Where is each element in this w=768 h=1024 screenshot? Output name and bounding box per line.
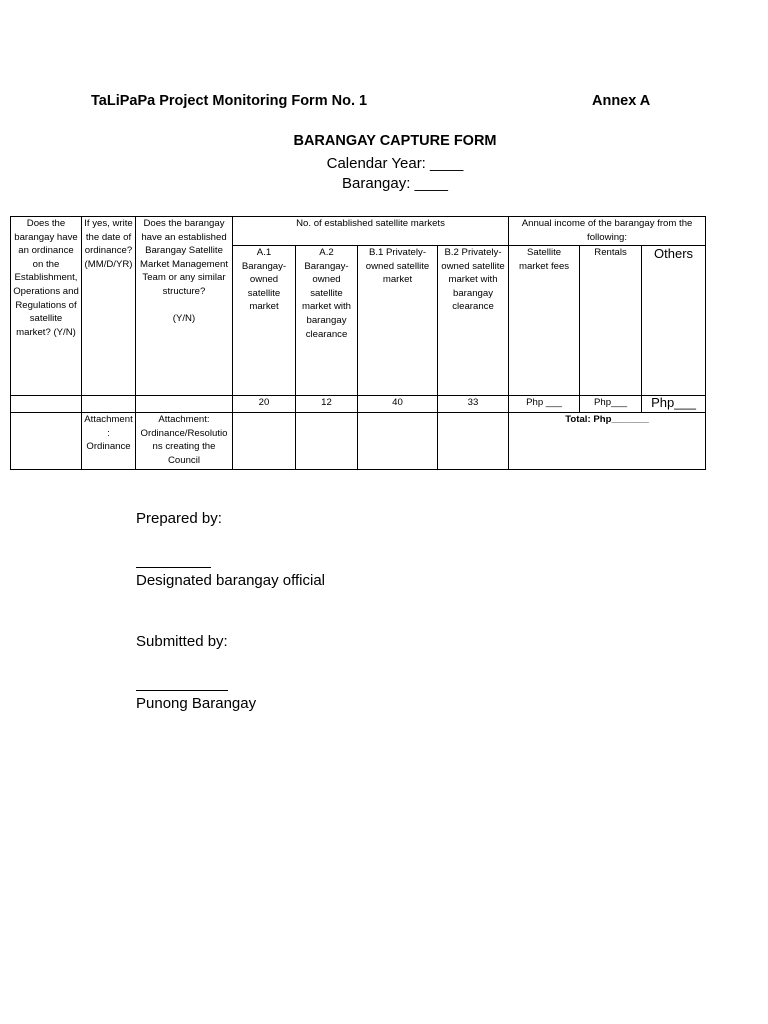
sub-market-fees-header: Satellite market fees — [509, 246, 580, 396]
value-others: Php___ — [642, 396, 706, 413]
col-management-team-header — [136, 217, 233, 396]
attach-a2-cell — [296, 413, 358, 470]
value-ordinance-cell — [11, 396, 82, 413]
value-market-fees: Php ___ — [509, 396, 580, 413]
form-title: TaLiPaPa Project Monitoring Form No. 1 — [91, 93, 368, 109]
sub-b2-header: B.2 Privately-owned satellite market with barangay clearance — [438, 246, 509, 396]
barangay-line: Barangay: ____ — [342, 175, 448, 192]
prepared-signature-line — [136, 567, 211, 568]
sub-b1-header: B.1 Privately-owned satellite market — [358, 246, 438, 396]
group-annual-income-header: Annual income of the barangay from the following: — [509, 217, 706, 246]
col-ordinance-date-header: If yes, write the date of ordinance? (MM/D/YR) — [82, 217, 136, 396]
value-management-team-cell — [136, 396, 233, 413]
sub-rentals-header: Rentals — [580, 246, 642, 396]
value-ordinance-date-cell — [82, 396, 136, 413]
col-ordinance-header: Does the barangay have an ordinance on the Establishment, Operations and Regulations of satellite market? (Y/N) — [11, 217, 82, 396]
submitted-by-label: Submitted by: — [136, 633, 228, 650]
sub-a2-header: A.2 Barangay-owned satellite market with barangay clearance — [296, 246, 358, 396]
attach-council-resolution: Attachment: Ordinance/Resolutions creating the Council — [136, 413, 233, 470]
management-team-yn: (Y/N) — [172, 312, 196, 324]
prepared-by-label: Prepared by: — [136, 510, 222, 527]
value-b1: 40 — [358, 396, 438, 413]
prepared-by-role: Designated barangay official — [136, 572, 326, 589]
capture-form-title: BARANGAY CAPTURE FORM — [293, 133, 497, 149]
attach-ordinance-date: Attachment: Ordinance — [82, 413, 136, 470]
value-a2: 12 — [296, 396, 358, 413]
sub-others-header: Others — [642, 246, 706, 396]
total-income: Total: Php_______ — [509, 413, 706, 470]
capture-table — [10, 216, 706, 470]
attach-b2-cell — [438, 413, 509, 470]
value-rentals: Php___ — [580, 396, 642, 413]
submitted-signature-line — [136, 690, 228, 691]
value-b2: 33 — [438, 396, 509, 413]
attach-ordinance-cell — [11, 413, 82, 470]
calendar-year-line: Calendar Year: ____ — [326, 155, 464, 172]
group-satellite-markets-header: No. of established satellite markets — [233, 217, 509, 246]
submitted-by-role: Punong Barangay — [136, 695, 257, 712]
attach-b1-cell — [358, 413, 438, 470]
annex-label: Annex A — [592, 93, 651, 109]
sub-a1-header: A.1 Barangay-owned satellite market — [233, 246, 296, 396]
management-team-question: Does the barangay have an established Barangay Satellite Market Management Team or any similar structure? — [140, 218, 228, 297]
attach-a1-cell — [233, 413, 296, 470]
value-a1: 20 — [233, 396, 296, 413]
